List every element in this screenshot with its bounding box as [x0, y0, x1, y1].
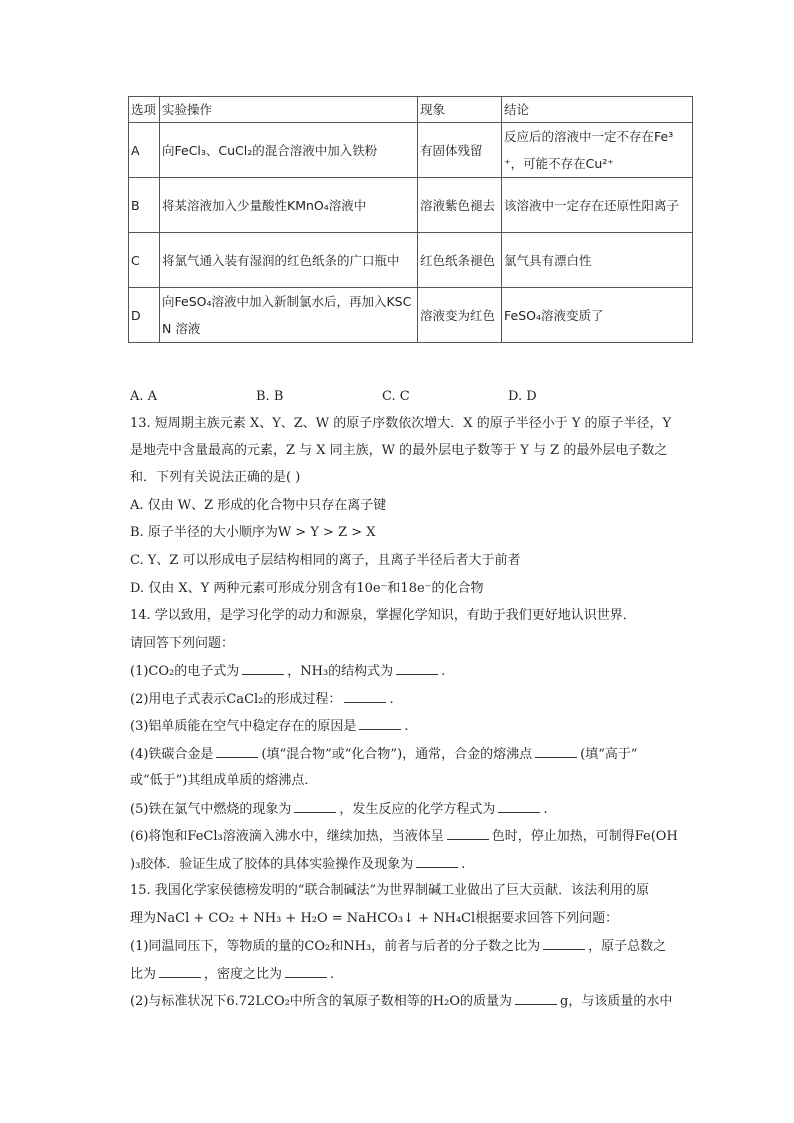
q13-stem-line: 13. 短周期主族元素 X、Y、Z、W 的原子序数依次增大．X 的原子半径小于 Y 的原子半径，Y	[130, 416, 672, 431]
row-phenomenon: 有固体残留	[418, 123, 502, 178]
row-operation: 将氯气通入装有湿润的红色纸条的广口瓶中	[160, 233, 418, 288]
row-option: C	[129, 233, 160, 288]
q14-part6-cont: )₃胶体．验证生成了胶体的具体实验操作及现象为 .	[130, 854, 465, 875]
table-row	[129, 233, 693, 288]
q14-part2: (2)用电子式表示CaCl₂的形成过程： .	[130, 689, 394, 710]
row-phenomenon: 溶液紫色褪去	[418, 178, 502, 233]
row-phenomenon: 红色纸条褪色	[418, 233, 502, 288]
q13-stem-line: 是地壳中含量最高的元素，Z 与 X 同主族，W 的最外层电子数等于 Y 与 Z 的最外层电子数之	[130, 443, 668, 458]
row-option: D	[129, 288, 160, 343]
row-conclusion: 该溶液中一定存在还原性阳离子	[502, 178, 693, 233]
answer-blank[interactable]	[498, 799, 540, 813]
q15-part1-cont: 比为 ，密度之比为 .	[130, 964, 334, 985]
q14-intro: 14. 学以致用，是学习化学的动力和源泉，掌握化学知识，有助于我们更好地认识世界．	[130, 608, 636, 623]
answer-blank[interactable]	[242, 661, 284, 675]
answer-blank[interactable]	[515, 991, 557, 1005]
q14-part1: (1)CO₂的电子式为 ，NH₃的结构式为 .	[130, 661, 445, 682]
experiment-table	[128, 96, 693, 343]
row-operation: 向FeSO₄溶液中加入新制氯水后，再加入KSCN 溶液	[160, 288, 418, 343]
q12-choices	[130, 389, 634, 404]
answer-blank[interactable]	[285, 964, 327, 978]
choice-a: A. A	[130, 389, 158, 404]
row-option: B	[129, 178, 160, 233]
q13-stem-line: 和．下列有关说法正确的是( )	[130, 470, 301, 485]
header-option: 选项	[129, 97, 160, 123]
q14-prompt: 请回答下列问题：	[130, 636, 235, 651]
table-row	[129, 123, 693, 178]
q14-part4-cont: 或“低于”)其组成单质的熔沸点．	[130, 773, 318, 788]
answer-blank[interactable]	[543, 936, 585, 950]
header-operation: 实验操作	[160, 97, 418, 123]
choice-d: D. D	[508, 389, 537, 404]
row-conclusion: FeSO₄溶液变质了	[502, 288, 693, 343]
answer-blank[interactable]	[535, 744, 577, 758]
row-operation: 将某溶液加入少量酸性KMnO₄溶液中	[160, 178, 418, 233]
table-row	[129, 288, 693, 343]
q13-option-b: B. 原子半径的大小顺序为W > Y > Z > X	[130, 525, 376, 540]
q13-option-a: A. 仅由 W、Z 形成的化合物中只存在离子键	[130, 498, 387, 513]
q15-stem-line: 15. 我国化学家侯德榜发明的“联合制碱法”为世界制碱工业做出了巨大贡献．该法利用的原	[130, 883, 650, 898]
answer-blank[interactable]	[216, 744, 258, 758]
q14-part6: (6)将饱和FeCl₃溶液滴入沸水中，继续加热，当液体呈 色时，停止加热，可制得Fe(OH	[130, 826, 678, 847]
q15-stem-line: 理为NaCl + CO₂ + NH₃ + H₂O = NaHCO₃↓ + NH₄Cl根据要求回答下列问题：	[130, 911, 619, 926]
row-option: A	[129, 123, 160, 178]
q15-part1: (1)同温同压下，等物质的量的CO₂和NH₃，前者与后者的分子数之比为 ，原子总数之	[130, 936, 666, 957]
answer-blank[interactable]	[159, 964, 201, 978]
q14-part4: (4)铁碳合金是 (填“混合物”或“化合物”)，通常，合金的熔沸点 (填“高于”	[130, 744, 638, 765]
answer-blank[interactable]	[294, 799, 336, 813]
header-phenomenon: 现象	[418, 97, 502, 123]
answer-blank[interactable]	[396, 661, 438, 675]
choice-b: B. B	[256, 389, 284, 404]
header-conclusion: 结论	[502, 97, 693, 123]
answer-blank[interactable]	[416, 854, 458, 868]
answer-blank[interactable]	[344, 689, 386, 703]
q13-option-c: C. Y、Z 可以形成电子层结构相同的离子，且离子半径后者大于前者	[130, 553, 521, 568]
row-conclusion: 氯气具有漂白性	[502, 233, 693, 288]
q13-option-d: D. 仅由 X、Y 两种元素可形成分别含有10e⁻和18e⁻的化合物	[130, 581, 484, 596]
choice-c: C. C	[382, 389, 410, 404]
row-conclusion: 反应后的溶液中一定不存在Fe³⁺，可能不存在Cu²⁺	[502, 123, 693, 178]
q15-part2: (2)与标准状况下6.72LCO₂中所含的氧原子数相等的H₂O的质量为 g，与该质量的水中	[130, 991, 672, 1012]
q14-part5: (5)铁在氯气中燃烧的现象为 ，发生反应的化学方程式为 .	[130, 799, 548, 820]
table-header-row	[129, 97, 693, 123]
table-row	[129, 178, 693, 233]
row-operation: 向FeCl₃、CuCl₂的混合溶液中加入铁粉	[160, 123, 418, 178]
row-phenomenon: 溶液变为红色	[418, 288, 502, 343]
answer-blank[interactable]	[447, 826, 489, 840]
answer-blank[interactable]	[359, 716, 401, 730]
q14-part3: (3)铝单质能在空气中稳定存在的原因是 .	[130, 716, 409, 737]
